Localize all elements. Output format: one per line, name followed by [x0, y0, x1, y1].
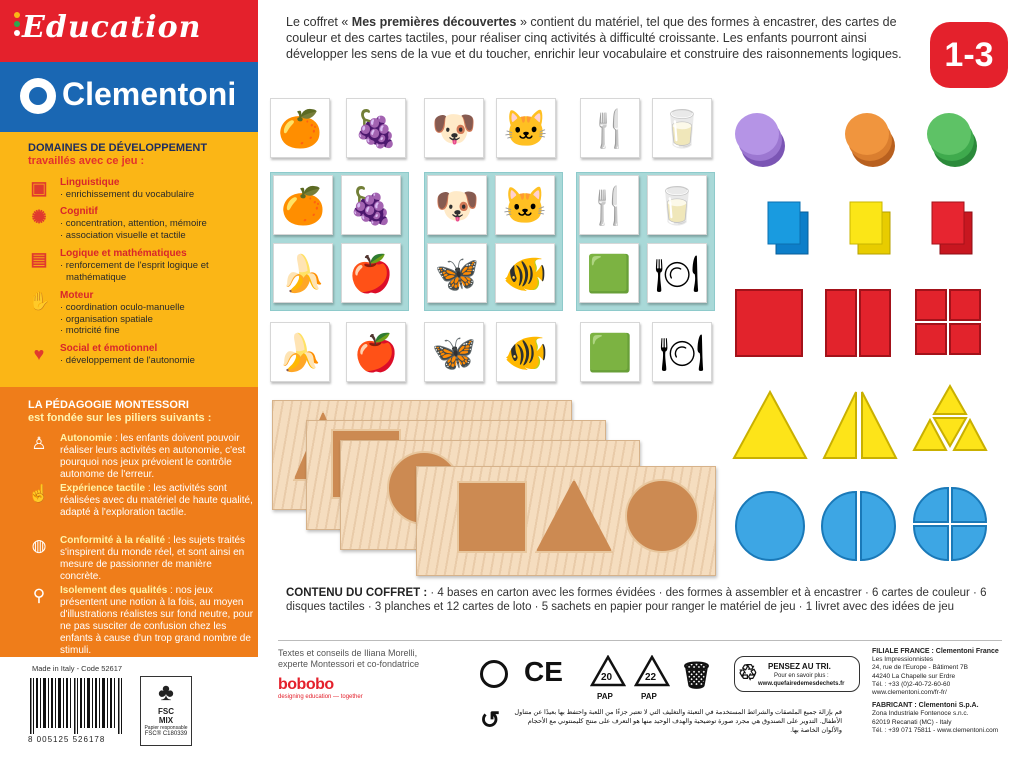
card-apple: 🍎	[341, 243, 401, 303]
blue-quarter-circle	[952, 526, 986, 560]
contents-title: CONTENU DU COFFRET :	[286, 587, 428, 599]
card-glass: 🥛	[652, 98, 712, 158]
pap22-number: 22	[645, 672, 657, 683]
hand-icon: ✋	[28, 291, 51, 311]
box-contents	[286, 586, 1008, 614]
domain-line: · organisation spatiale	[60, 313, 153, 325]
author-line: Textes et conseils de Iliana Morelli,	[278, 648, 418, 658]
yellow-triangle	[734, 392, 806, 458]
pillar-body: : les enfants doivent pouvoir réaliser leurs activités en autonomie, c'est pourquoi nos jeux prévoient le contrôle autonome de l'erreur.	[60, 433, 246, 480]
tri-title: PENSEZ AU TRI.	[768, 662, 831, 671]
domain-line: · coordination oculo-manuelle	[60, 302, 185, 313]
pillar-text	[60, 433, 255, 481]
domain-head: Logique et mathématiques	[60, 248, 187, 259]
magnifier-icon: ⚲	[32, 586, 46, 605]
domain-line: mathématique	[66, 271, 127, 283]
domain-lines	[60, 218, 255, 241]
barcode-digits: 8 005125 526178	[28, 735, 106, 744]
contents-text: · 4 bases en carton avec les formes évidées · des formes à assembler et à encastrer · 6 cartes de couleur · 6 disques tactiles · 3 planches et 12 cartes de loto · 5 sachets en papier pour ranger le matériel de jeu · 1 livret avec des idées de jeu	[286, 587, 987, 613]
loto-board-3	[576, 172, 715, 311]
domain-lines	[60, 355, 255, 367]
domain-line: · motricité fine	[60, 325, 120, 336]
pap20-number: 20	[601, 672, 613, 683]
pap22-label: PAP	[641, 692, 657, 701]
fabricant-line: 62019 Recanati (MC) - Italy	[872, 718, 952, 726]
domain-lines	[60, 302, 255, 337]
pillar-body: : les sujets traités s'inspirent du monde réel, et sont ainsi en mesure de passionner de manière concrète.	[60, 535, 246, 582]
fabricant-title: FABRICANT : Clementoni S.p.A.	[872, 702, 979, 710]
card-plate: 🍽	[647, 243, 707, 303]
domains-subtitle: travaillés avec ce jeu :	[28, 155, 145, 167]
red-quarter	[950, 290, 980, 320]
yellow-half-triangle-right	[862, 392, 896, 458]
domain-head: Cognitif	[60, 206, 98, 217]
montessori-panel	[0, 387, 258, 657]
card-dog: 🐶	[427, 175, 487, 235]
tri-url: www.quefairedemesdechets.fr	[758, 681, 845, 687]
heart-icon: ♥	[33, 344, 45, 364]
red-quarter	[916, 290, 946, 320]
fabricant-line: Zona Industriale Fontenoce s.n.c.	[872, 710, 969, 718]
card-fork: 🍴	[579, 175, 639, 235]
filiale-title: FILIALE FRANCE : Clementoni France	[872, 648, 999, 655]
lightbulb-icon: ✺	[31, 207, 47, 227]
card-dog: 🐶	[424, 98, 484, 158]
made-in-code: Made in Italy - Code 52617	[32, 664, 123, 673]
pillar-text	[60, 535, 255, 583]
pillar-body: : les activités sont réalisées avec du matériel de haute qualité, adapté à l'exploration tactile.	[60, 483, 253, 518]
age-badge: 1-3	[930, 22, 1008, 88]
blue-half-circle-right	[861, 492, 895, 560]
domain-head: Moteur	[60, 290, 94, 301]
triman-icon: ♲	[738, 660, 758, 685]
pillar-head: Isolement des qualités	[60, 585, 168, 596]
fsc-mix: MIX	[158, 716, 174, 725]
yellow-half-triangle-left	[824, 392, 856, 458]
card-butterfly: 🦋	[424, 322, 484, 382]
card-cat: 🐱	[495, 175, 555, 235]
domain-lines	[60, 189, 255, 201]
orange-disks	[845, 113, 895, 167]
clementoni-logo-text: Clementoni	[62, 76, 237, 112]
child-icon: ♙	[31, 434, 47, 453]
filiale-line: Tél. : +33 (0)2-40-72-60-60	[872, 680, 951, 688]
intro-title: Mes premières découvertes	[351, 15, 517, 29]
card-banana: 🍌	[273, 243, 333, 303]
purple-disks	[735, 113, 785, 167]
arabic-warning: قم بإزالة جميع الملصقات والشرائط المستخدمة في التعبئة والتغليف التي لا تعتبر جزءًا من اللعبة واحتفظ بها بعيدًا عن متناول الأطفال. التدوير على الصندوق هي مجرد صورة توضيحية والهدف الوحيد منها هو التعرف على منتج كليمنتوني مع الأحجام والألوان الخاصة بها.	[514, 709, 842, 734]
card-grapes: 🍇	[346, 98, 406, 158]
pap20-label: PAP	[597, 692, 613, 701]
green-disks	[927, 113, 977, 167]
card-cat: 🐱	[496, 98, 556, 158]
domains-title: DOMAINES DE DÉVELOPPEMENT	[28, 142, 208, 154]
filiale-line: 24, rue de l'Europe - Bâtiment 7B	[872, 664, 968, 672]
card-orange: 🍊	[270, 98, 330, 158]
blue-circle	[736, 492, 804, 560]
pillar-text	[60, 483, 255, 519]
company-info	[872, 648, 1012, 735]
author-credit	[278, 648, 419, 670]
shape-base-4	[416, 466, 716, 576]
card-grapes: 🍇	[341, 175, 401, 235]
red-quarter	[916, 324, 946, 354]
blue-quarter-circle	[952, 488, 986, 522]
domain-line: · développement de l'autonomie	[60, 355, 195, 366]
education-logo-text: Education	[22, 10, 202, 45]
filiale-line: www.clementoni.com/fr-fr/	[872, 689, 947, 697]
divider	[278, 640, 1002, 641]
yellow-cards	[850, 202, 890, 254]
blue-quarter-circle	[914, 526, 948, 560]
domain-line: · enrichissement du vocabulaire	[60, 189, 195, 200]
recycle-arrow-icon: ↺	[480, 707, 501, 734]
bobobo-tagline: designing education — together	[278, 694, 363, 700]
intro-rest: » contient du matériel, tel que des formes à encastrer, des cartes de couleur et des cartes tactiles, pour réaliser cinq activités à difficulté croissante. Les enfants pourront ainsi développer les sens de la vue et du toucher, enrichir leur vocabulaire et construire des raisonnements logiques.	[286, 15, 902, 61]
pillar-text	[60, 585, 255, 657]
abacus-icon: ▤	[30, 249, 48, 269]
trash-bin-icon: 🗑	[680, 660, 714, 690]
red-square	[736, 290, 802, 356]
domain-head: Social et émotionnel	[60, 343, 158, 354]
fabricant-line: Tél. : +39 071 75811 - www.clementoni.com	[872, 726, 999, 734]
yellow-small-triangle	[934, 386, 966, 414]
filiale-line: Les Impressionnistes	[872, 656, 934, 664]
domain-line: · association visuelle et tactile	[60, 229, 186, 241]
montessori-title: LA PÉDAGOGIE MONTESSORI	[28, 399, 189, 411]
card-banana: 🍌	[270, 322, 330, 382]
card-orange: 🍊	[273, 175, 333, 235]
card-fork: 🍴	[580, 98, 640, 158]
domain-line: · concentration, attention, mémoire	[60, 218, 207, 229]
pillar-head: Expérience tactile	[60, 483, 146, 494]
fsc-sub: Papier responsable	[144, 725, 188, 731]
card-fish: 🐠	[496, 322, 556, 382]
card-glass: 🥛	[647, 175, 707, 235]
education-dots-icon	[14, 12, 20, 40]
red-quarter	[950, 324, 980, 354]
fsc-tree-icon: ♣	[158, 679, 174, 706]
card-apple: 🍎	[346, 322, 406, 382]
intro-paragraph	[286, 14, 922, 62]
red-half-right	[860, 290, 890, 356]
recycle-c-icon	[480, 660, 508, 688]
barcode-icon	[28, 678, 128, 734]
blue-half-circle-left	[822, 492, 856, 560]
education-banner	[0, 0, 258, 62]
card-plate: 🍽	[652, 322, 712, 382]
card-butterfly: 🦋	[427, 243, 487, 303]
card-fish: 🐠	[495, 243, 555, 303]
clementoni-logo-icon	[20, 78, 56, 114]
loto-board-2	[424, 172, 563, 311]
blue-cards	[768, 202, 808, 254]
pillar-body: : nos jeux présentent une notion à la fois, au moyen d'illustrations réalistes sur fond neutre, pour ne pas susciter de confusion chez les enfants à cause d'un trop grand nombre de stimuli.	[60, 585, 254, 656]
bobobo-logo: bobobo	[278, 676, 334, 693]
intro-lead: Le coffret «	[286, 15, 352, 29]
fsc-label	[140, 676, 192, 746]
triangle-slot	[535, 479, 613, 553]
abc-blocks-icon: ▣	[30, 178, 48, 198]
red-cards	[932, 202, 972, 254]
tri-sub: Pour en savoir plus :	[774, 673, 829, 679]
author-line: experte Montessori et co-fondatrice	[278, 659, 420, 669]
pillar-head: Autonomie	[60, 433, 113, 444]
ce-mark: CE	[524, 656, 563, 687]
circle-slot	[625, 479, 699, 553]
montessori-subtitle: est fondée sur les piliers suivants :	[28, 412, 212, 424]
filiale-line: 44240 La Chapelle sur Erdre	[872, 672, 956, 680]
square-slot	[457, 481, 527, 553]
brand-header	[0, 0, 258, 132]
card-napkin: 🟩	[579, 243, 639, 303]
fsc-text: FSC	[158, 707, 174, 716]
loto-board-1	[270, 172, 409, 311]
domain-lines	[60, 260, 255, 283]
blue-quarter-circle	[914, 488, 948, 522]
pillar-head: Conformité à la réalité	[60, 535, 166, 546]
card-napkin: 🟩	[580, 322, 640, 382]
shapes-collection	[730, 106, 1020, 576]
domain-line: · renforcement de l'esprit logique et	[60, 260, 209, 271]
domains-panel	[0, 132, 258, 387]
globe-icon: ◍	[31, 536, 47, 555]
domain-head: Linguistique	[60, 177, 120, 188]
touch-hand-icon: ☝	[28, 484, 50, 503]
red-half-left	[826, 290, 856, 356]
fsc-code: FSC® C180339	[144, 731, 188, 737]
